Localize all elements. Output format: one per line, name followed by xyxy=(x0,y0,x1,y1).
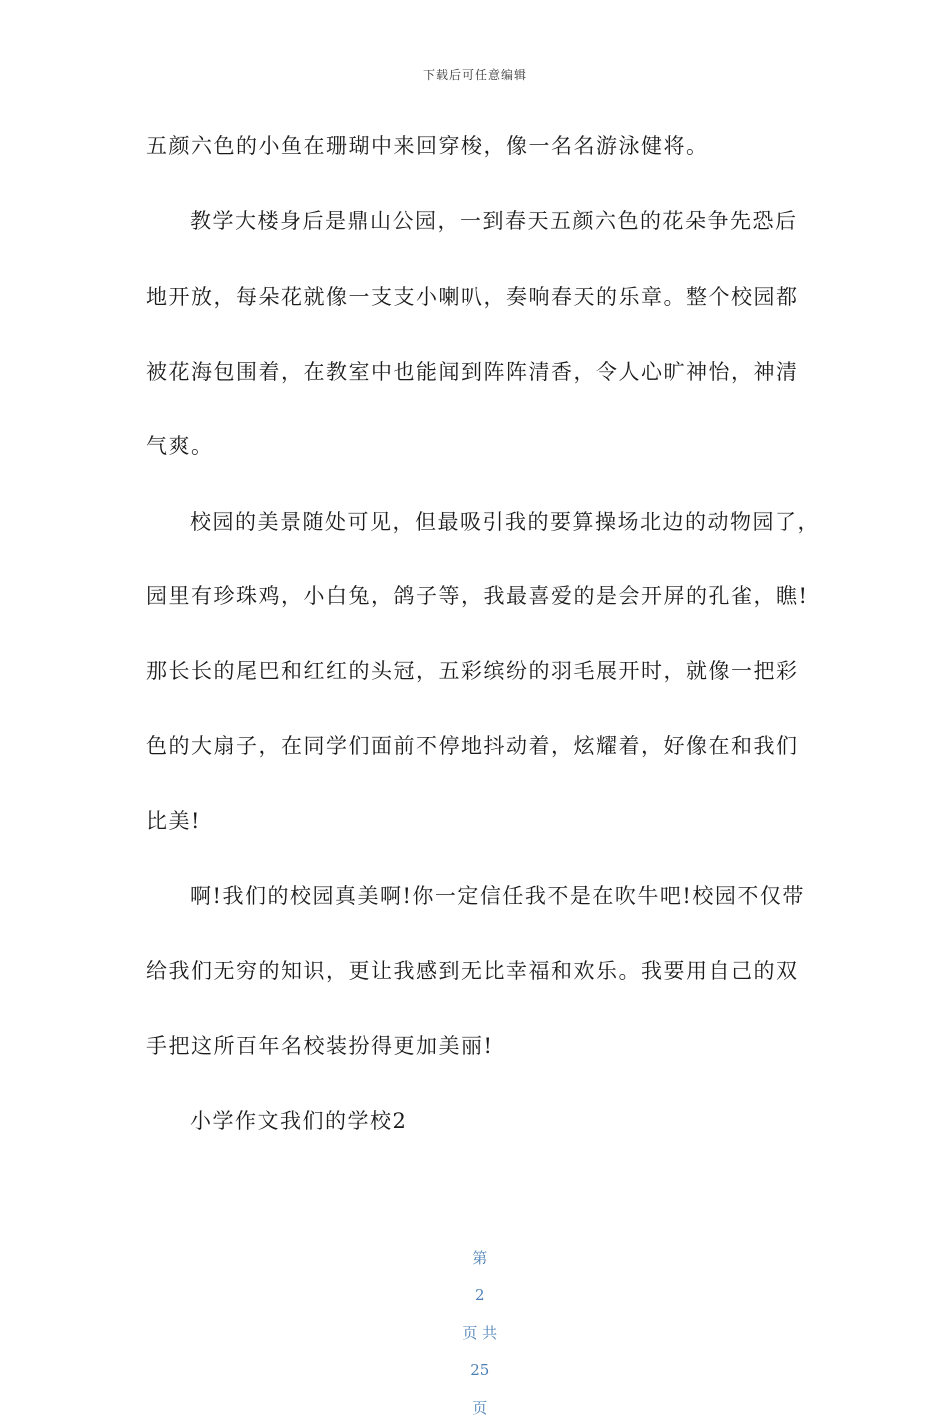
body-line: 地开放，每朵花就像一支支小喇叭，奏响春天的乐章。整个校园都 xyxy=(146,285,799,309)
page-footer xyxy=(0,1229,950,1418)
body-line: 手把这所百年名校装扮得更加美丽! xyxy=(146,1034,494,1058)
body-line: 那长长的尾巴和红红的头冠，五彩缤纷的羽毛展开时，就像一把彩 xyxy=(146,659,799,683)
body-line: 气爽。 xyxy=(146,434,214,458)
footer-prefix: 第 xyxy=(472,1249,488,1267)
body-line: 园里有珍珠鸡，小白兔，鸽子等，我最喜爱的是会开屏的孔雀，瞧! xyxy=(146,584,809,608)
body-line: 啊!我们的校园真美啊!你一定信任我不是在吹牛吧!校园不仅带 xyxy=(190,884,805,908)
section-heading: 小学作文我们的学校2 xyxy=(190,1109,408,1133)
current-page-number: 2 xyxy=(475,1286,485,1304)
body-line: 给我们无穷的知识，更让我感到无比幸福和欢乐。我要用自己的双 xyxy=(146,959,799,983)
page-header: 下载后可任意编辑 xyxy=(422,68,527,82)
total-pages-number: 25 xyxy=(470,1361,490,1379)
body-line: 色的大扇子，在同学们面前不停地抖动着，炫耀着，好像在和我们 xyxy=(146,734,799,758)
body-line: 五颜六色的小鱼在珊瑚中来回穿梭，像一名名游泳健将。 xyxy=(146,134,709,158)
body-line: 教学大楼身后是鼎山公园，一到春天五颜六色的花朵争先恐后 xyxy=(190,209,798,233)
body-line: 比美! xyxy=(146,809,201,833)
body-line: 被花海包围着，在教室中也能闻到阵阵清香，令人心旷神怡，神清 xyxy=(146,360,799,384)
footer-middle: 页 共 xyxy=(462,1324,498,1342)
footer-suffix: 页 xyxy=(472,1399,488,1417)
body-line: 校园的美景随处可见，但最吸引我的要算操场北边的动物园了， xyxy=(190,510,820,534)
